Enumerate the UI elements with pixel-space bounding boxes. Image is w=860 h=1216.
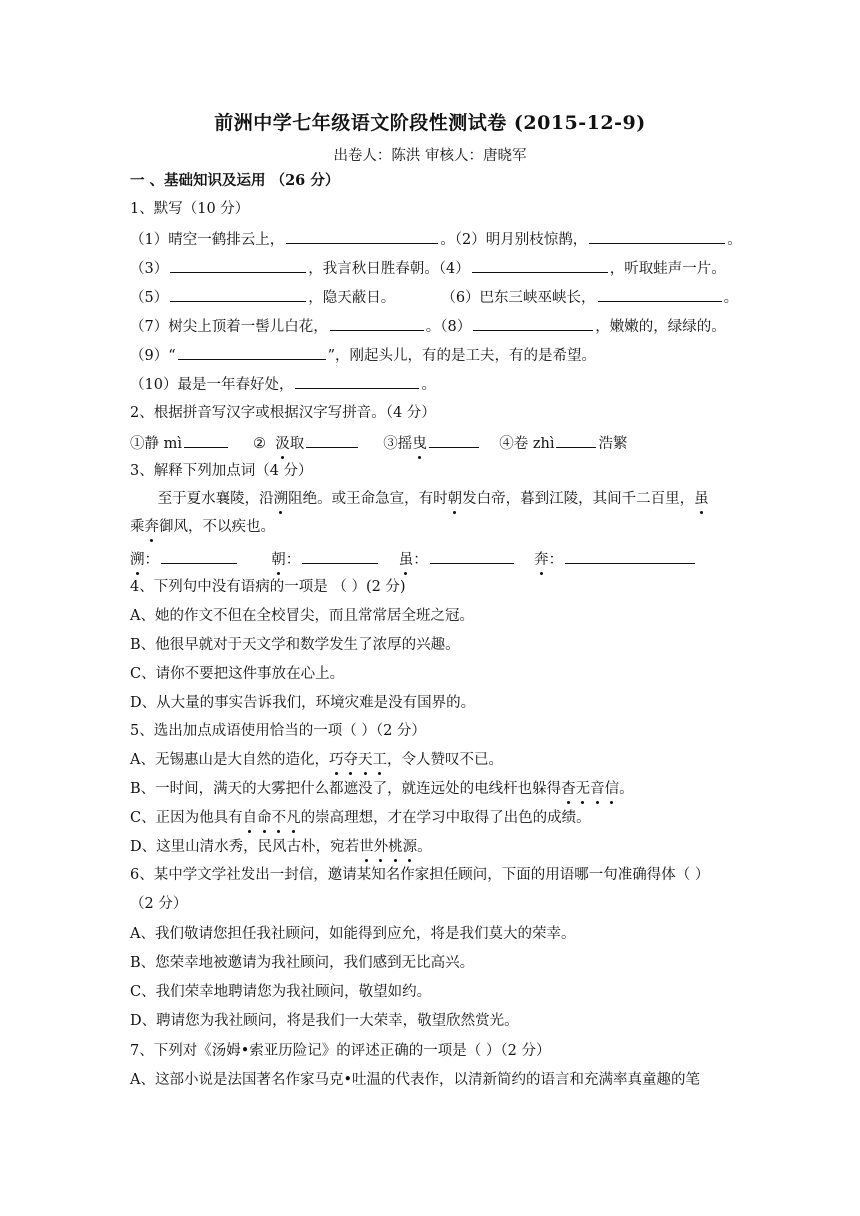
text-run: 。 xyxy=(619,781,634,797)
emphasized-word: 虽 xyxy=(398,552,414,568)
text-run: ： xyxy=(413,552,428,568)
q6-option-b: B、您荣幸地被邀请为我社顾问，我们感到无比高兴。 xyxy=(130,955,475,971)
emphasized-word: 朝 xyxy=(271,552,286,568)
emphasized-word: 奔 xyxy=(534,552,549,568)
answer-blank[interactable] xyxy=(330,316,424,331)
text-run: 。 xyxy=(727,232,742,248)
text-run: C、正因为他具有 xyxy=(130,810,243,826)
text-run: 取 xyxy=(289,436,305,452)
q2-items xyxy=(130,433,627,453)
text-run: 的崇高理想，才在学习中取得了出色的成绩。 xyxy=(300,810,591,826)
q6-option-d: D、聘请您为我社顾问，将是我们一大荣幸，敬望欣然赏光。 xyxy=(130,1013,519,1029)
q1-row xyxy=(130,229,742,249)
emphasized-word: 世外桃源 xyxy=(359,839,418,855)
authors-line: 出卷人：陈洪 审核人：唐晓军 xyxy=(333,148,527,164)
q5-option-b xyxy=(130,780,634,798)
answer-blank[interactable] xyxy=(302,549,378,564)
answer-blank[interactable] xyxy=(589,229,725,244)
answer-blank[interactable] xyxy=(178,345,326,360)
q5-option-c xyxy=(130,809,591,827)
q3-heading: 3、解释下列加点词（4 分） xyxy=(130,463,313,479)
answer-blank[interactable] xyxy=(472,258,608,273)
q4-option-c: C、请你不要把这件事放在心上。 xyxy=(130,666,345,682)
answer-blank[interactable] xyxy=(170,287,306,302)
section-heading: 一 、基础知识及运用 （26 分） xyxy=(130,172,340,189)
q5-option-a xyxy=(130,751,503,769)
q7-option-a: A、这部小说是法国著名作家马克•吐温的代表作，以清新简约的语言和充满率真童趣的笔 xyxy=(130,1072,701,1088)
text-run: 。（2）明月别枝惊鹊， xyxy=(440,232,588,248)
q5-option-d xyxy=(130,838,432,856)
q1-row xyxy=(130,287,738,307)
answer-blank[interactable] xyxy=(598,287,722,302)
answer-blank[interactable] xyxy=(430,549,514,564)
q6-option-a: A、我们敬请您担任我社顾问，如能得到应允，将是我们莫大的荣幸。 xyxy=(130,926,576,942)
text-run: A、无锡惠山是大自然的造化， xyxy=(130,752,329,768)
answer-blank[interactable] xyxy=(565,549,695,564)
answer-blank[interactable] xyxy=(306,433,358,448)
text-run: 。 xyxy=(421,377,436,393)
q1-row xyxy=(130,345,596,365)
emphasized-word: 汲 xyxy=(275,436,290,452)
text-run: ，听取蛙声一片。 xyxy=(609,261,726,277)
answer-blank[interactable] xyxy=(184,433,228,448)
answer-blank[interactable] xyxy=(161,549,237,564)
emphasized-word: 溯 xyxy=(273,491,289,507)
text-run: （3） xyxy=(130,261,169,277)
q3-answer-blanks xyxy=(130,549,697,569)
text-run: ①静 mì xyxy=(130,436,182,452)
q6-option-c: C、我们荣幸地聘请您为我社顾问，敬望如约。 xyxy=(130,984,432,1000)
answer-blank[interactable] xyxy=(295,374,419,389)
q1-row xyxy=(130,316,726,336)
text-run: 。 xyxy=(417,839,432,855)
q1-row xyxy=(130,374,436,394)
q1-row xyxy=(130,258,726,278)
emphasized-word: 自命不凡 xyxy=(242,810,301,826)
answer-blank[interactable] xyxy=(286,229,438,244)
emphasized-word: 朝 xyxy=(447,491,463,507)
answer-blank[interactable] xyxy=(429,433,479,448)
text-run: 发白帝，暮到江陵，其间千二百里， xyxy=(462,491,695,507)
emphasized-word: 杳无音信 xyxy=(561,781,620,797)
text-run xyxy=(239,552,271,568)
text-run: （10）最是一年春好处， xyxy=(130,377,294,393)
q3-passage-line xyxy=(130,518,275,536)
text-run: （9）“ xyxy=(130,348,176,364)
q4-option-d: D、从大量的事实告诉我们，环境灾难是没有国界的。 xyxy=(130,695,476,711)
text-run xyxy=(380,552,398,568)
text-run: ”，刚起头儿，有的是工夫，有的是希望。 xyxy=(327,348,597,364)
emphasized-word: 曳 xyxy=(412,436,427,452)
text-run: 。（8） xyxy=(425,319,472,335)
text-run xyxy=(516,552,534,568)
text-run: ③摇 xyxy=(360,436,413,452)
emphasized-word: 奔 xyxy=(144,519,159,535)
q6-heading: 6、某中学文学社发出一封信，邀请某知名作家担任顾问，下面的用语哪一句准确得体（ ） xyxy=(130,867,710,883)
text-run: 乘 xyxy=(130,519,145,535)
text-run: ② xyxy=(230,436,276,452)
text-run: （1）晴空一鹤排云上， xyxy=(130,232,285,248)
q7-heading: 7、下列对《汤姆•索亚历险记》的评述正确的一项是（ ）（2 分） xyxy=(130,1043,551,1059)
text-run: ： xyxy=(144,552,159,568)
answer-blank[interactable] xyxy=(170,258,306,273)
text-run: （5） xyxy=(130,290,169,306)
q2-heading: 2、根据拼音写汉字或根据汉字写拼音。（4 分） xyxy=(130,405,436,421)
q4-option-b: B、他很早就对于天文学和数学发生了浓厚的兴趣。 xyxy=(130,637,460,653)
text-run: 浩繁 xyxy=(598,436,628,452)
answer-blank[interactable] xyxy=(556,433,596,448)
emphasized-word: 溯 xyxy=(130,552,145,568)
text-run: ④卷 zhì xyxy=(480,436,555,452)
text-run: B、一时间，满天的大雾把什么都遮没了，就连远处的电线杆也躲得 xyxy=(130,781,562,797)
text-run: ，我言秋日胜春朝。（4） xyxy=(308,261,470,277)
answer-blank[interactable] xyxy=(473,316,593,331)
q1-heading: 1、默写（10 分） xyxy=(130,201,250,217)
text-run: ： xyxy=(285,552,301,568)
text-run: 阻绝。或王命急宣，有时 xyxy=(288,491,448,507)
q4-option-a: A、她的作文不但在全校冒尖，而且常常居全班之冠。 xyxy=(130,608,474,624)
q4-heading: 4、下列句中没有语病的一项是 （ ）(2 分) xyxy=(130,579,406,595)
text-run: 至于夏水襄陵，沿 xyxy=(130,491,274,507)
q6-points: （2 分） xyxy=(130,896,188,912)
page-title: 前洲中学七年级语文阶段性测试卷 (2015-12-9) xyxy=(214,112,646,134)
q3-passage-line xyxy=(130,490,709,508)
text-run: ： xyxy=(548,552,564,568)
text-run: D、这里山清水秀，民风古朴，宛若 xyxy=(130,839,360,855)
q5-heading: 5、选出加点成语使用恰当的一项（ ）（2 分） xyxy=(130,723,426,739)
emphasized-word: 巧夺天工 xyxy=(328,752,387,768)
text-run: ，隐天蔽日。 （6）巴东三峡巫峡长， xyxy=(308,290,596,306)
emphasized-word: 虽 xyxy=(694,491,709,507)
text-run: （7）树尖上顶着一髻儿白花， xyxy=(130,319,328,335)
text-run: 御风，不以疾也。 xyxy=(159,519,275,535)
text-run: ，嫩嫩的，绿绿的。 xyxy=(595,319,726,335)
text-run: ，令人赞叹不已。 xyxy=(386,752,503,768)
text-run: 。 xyxy=(723,290,739,306)
